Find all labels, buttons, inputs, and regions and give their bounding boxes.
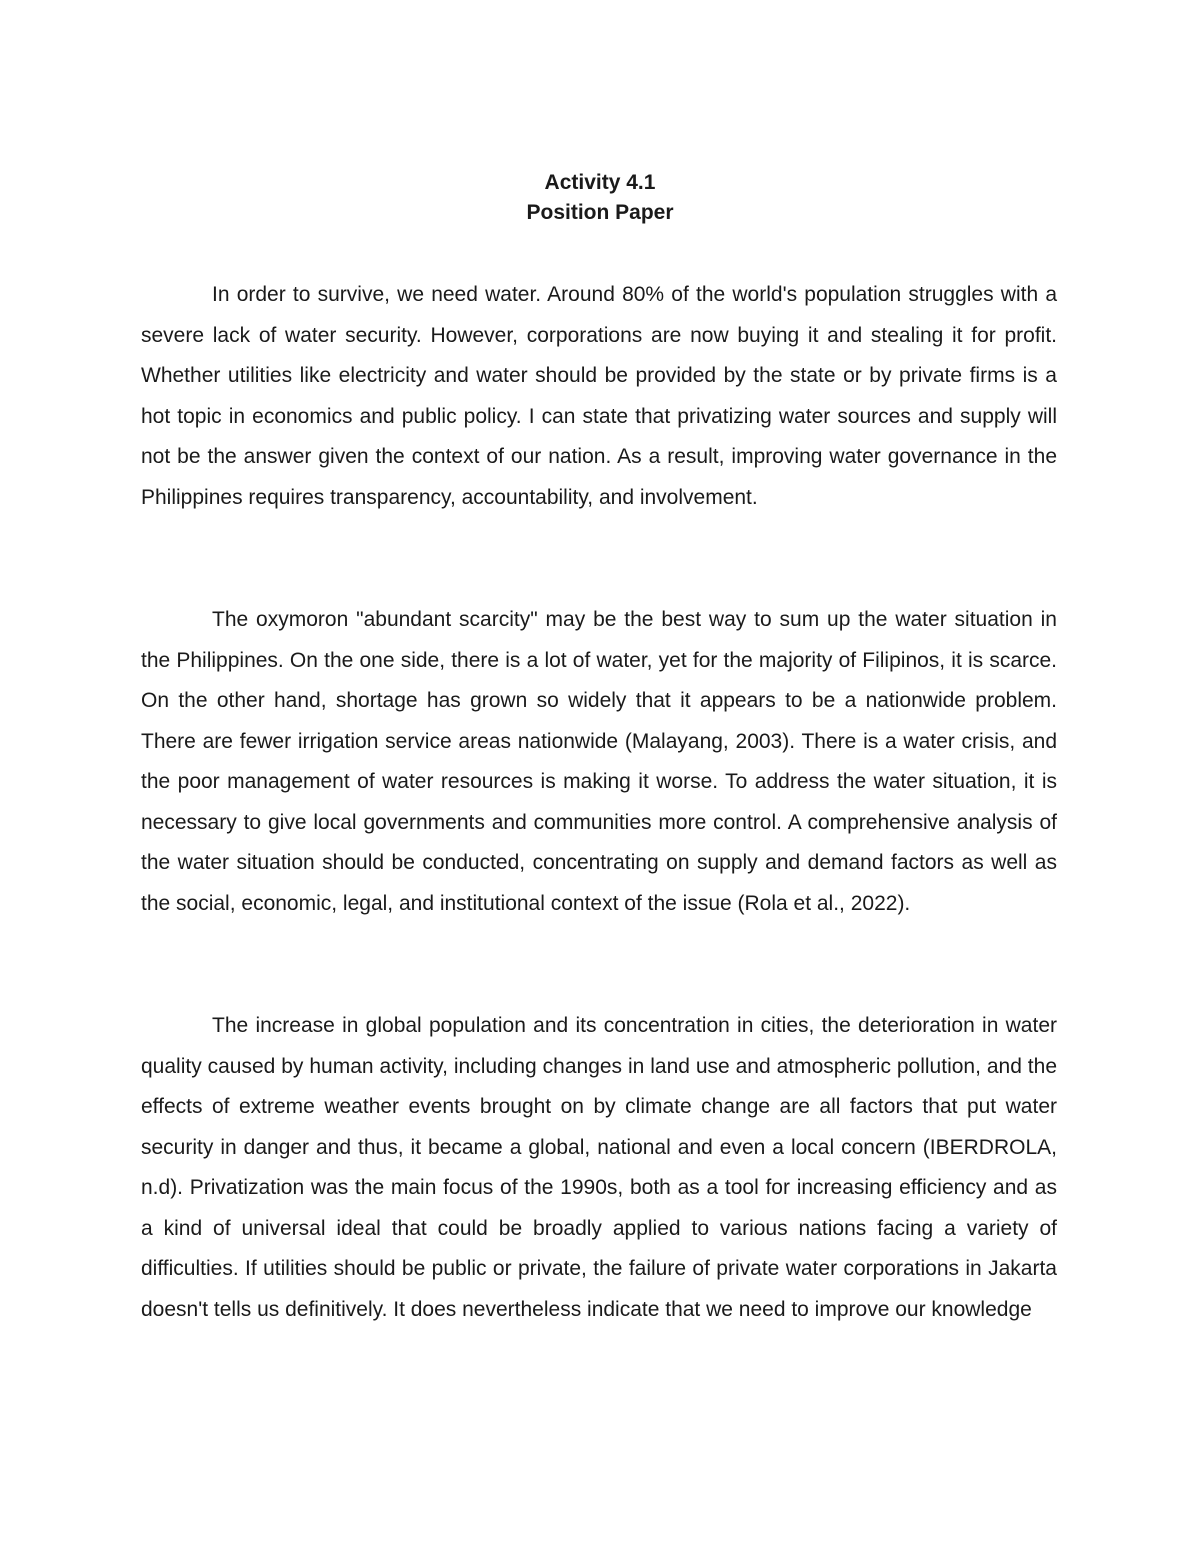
title-block [0,168,1200,228]
body-paragraph-2: The oxymoron "abundant scarcity" may be the best way to sum up the water situation in the Philippines. On the one side, there is a lot of water, yet for the majority of Filipinos, it is scarce. On the other hand, shortage has grown so widely that it appears to be a nationwide problem. There are fewer irrigation service areas nationwide (Malayang, 2003). There is a water crisis, and the poor management of water resources is making it worse. To address the water situation, it is necessary to give local governments and communities more control. A comprehensive analysis of the water situation should be conducted, concentrating on supply and demand factors as well as the social, economic, legal, and institutional context of the issue (Rola et al., 2022). [141,608,1057,915]
body-paragraph-1: In order to survive, we need water. Around 80% of the world's population struggles with a severe lack of water security. However, corporations are now buying it and stealing it for profit. Whether utilities like electricity and water should be provided by the state or by private firms is a hot topic in economics and public policy. I can state that privatizing water sources and supply will not be the answer given the context of our nation. As a result, improving water governance in the Philippines requires transparency, accountability, and involvement. [141,283,1057,509]
body-paragraph-3: The increase in global population and its concentration in cities, the deterioration in water quality caused by human activity, including changes in land use and atmospheric pollution, and the effects of extreme weather events brought on by climate change are all factors that put water security in danger and thus, it became a global, national and even a local concern (IBERDROLA, n.d). Privatization was the main focus of the 1990s, both as a tool for increasing efficiency and as a kind of universal ideal that could be broadly applied to various nations facing a variety of difficulties. If utilities should be public or private, the failure of private water corporations in Jakarta doesn't tells us definitively. It does nevertheless indicate that we need to improve our knowledge [141,1014,1057,1321]
document-subtitle: Position Paper [526,201,674,224]
document-title: Activity 4.1 [544,171,656,194]
